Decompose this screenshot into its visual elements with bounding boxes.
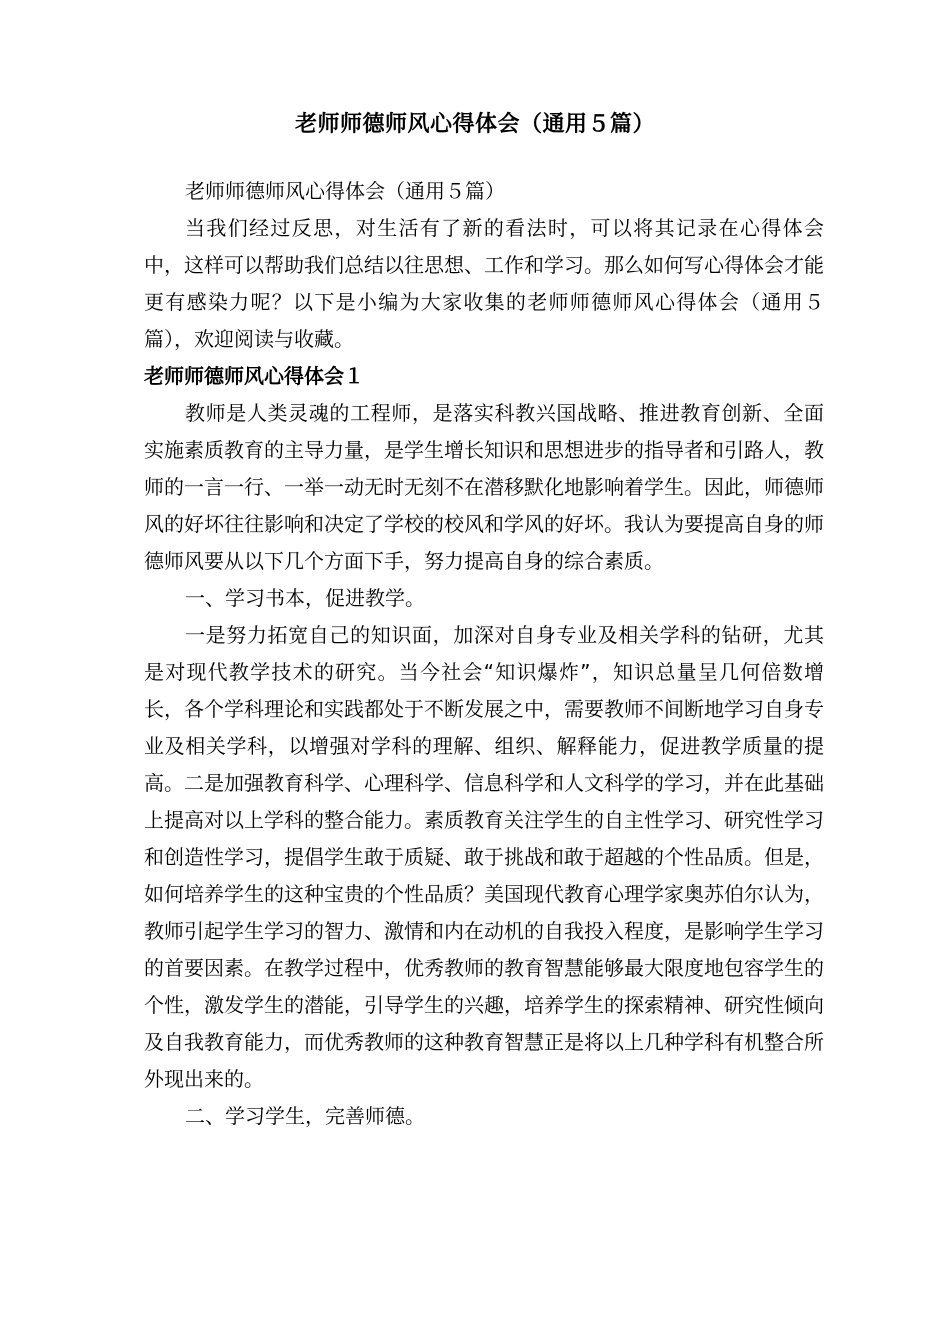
document-body <box>144 173 824 1135</box>
point-heading-1: 一、学习书本，促进教学。 <box>185 586 425 610</box>
section-heading: 老师师德师风心得体会１ <box>144 364 364 388</box>
document-title: 老师师德师风心得体会（通用５篇） <box>294 112 655 137</box>
intro-title: 老师师德师风心得体会（通用５篇） <box>185 179 505 203</box>
point-heading-2: 二、学习学生，完善师德。 <box>185 1104 425 1128</box>
intro-paragraph: 当我们经过反思，对生活有了新的看法时，可以将其记录在心得体会中，这样可以帮助我们总结以往思想、工作和学习。那么如何写心得体会才能更有感染力呢？以下是小编为大家收集的老师师德师风心得体会（通用５篇），欢迎阅读与收藏。 <box>144 216 824 351</box>
paragraph-1: 教师是人类灵魂的工程师，是落实科教兴国战略、推进教育创新、全面实施素质教育的主导力量，是学生增长知识和思想进步的指导者和引路人，教师的一言一行、一举一动无时无刻不在潜移默化地影响着学生。因此，师德师风的好坏往往影响和决定了学校的校风和学风的好坏。我认为要提高自身的师德师风要从以下几个方面下手，努力提高自身的综合素质。 <box>144 401 824 573</box>
paragraph-2: 一是努力拓宽自己的知识面，加深对自身专业及相关学科的钻研，尤其是对现代教学技术的研究。当今社会“知识爆炸”，知识总量呈几何倍数增长，各个学科理论和实践都处于不断发展之中，需要教师不间断地学习自身专业及相关学科，以增强对学科的理解、组织、解释能力，促进教学质量的提高。二是加强教育科学、心理科学、信息科学和人文科学的学习，并在此基础上提高对以上学科的整合能力。素质教育关注学生的自主性学习、研究性学习和创造性学习，提倡学生敢于质疑、敢于挑战和敢于超越的个性品质。但是，如何培养学生的这种宝贵的个性品质？美国现代教育心理学家奥苏伯尔认为，教师引起学生学习的智力、激情和内在动机的自我投入程度，是影响学生学习的首要因素。在教学过程中，优秀教师的教育智慧能够最大限度地包容学生的个性，激发学生的潜能，引导学生的兴趣，培养学生的探索精神、研究性倾向及自我教育能力，而优秀教师的这种教育智慧正是将以上几种学科有机整合所外现出来的。 <box>144 623 824 1091</box>
